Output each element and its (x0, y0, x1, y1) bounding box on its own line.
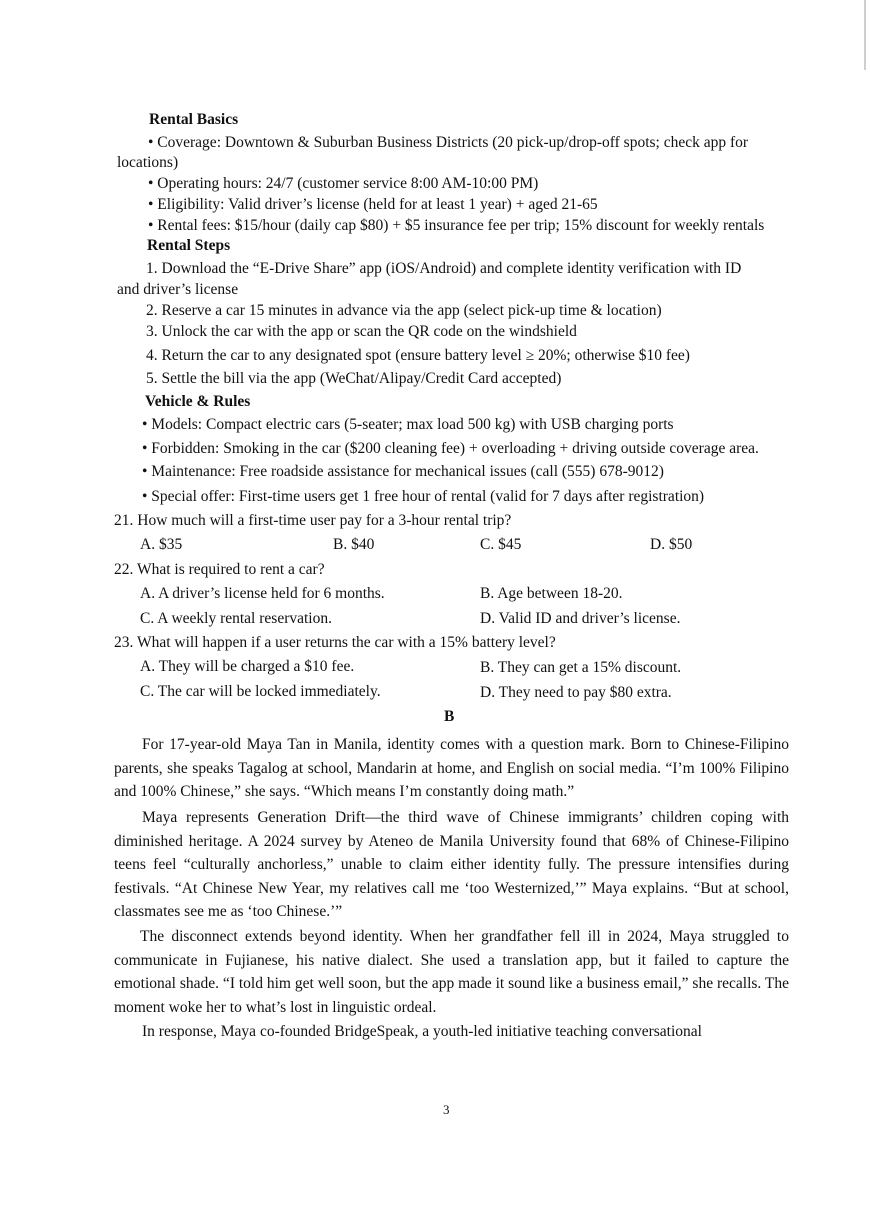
answer-option: A. A driver’s license held for 6 months. (140, 585, 385, 602)
vehicle-line: • Special offer: First-time users get 1 free hour of rental (valid for 7 days after registration) (142, 488, 705, 505)
answer-option: C. The car will be locked immediately. (140, 683, 381, 700)
question-stem: 21. How much will a first-time user pay for a 3-hour rental trip? (114, 512, 512, 529)
answer-option: D. Valid ID and driver’s license. (480, 610, 681, 627)
basics-line: • Rental fees: $15/hour (daily cap $80) + $5 insurance fee per trip; 15% discount for weekly rentals (148, 217, 765, 234)
step-line: 3. Unlock the car with the app or scan the QR code on the windshield (146, 323, 577, 340)
answer-option: C. A weekly rental reservation. (140, 610, 332, 627)
answer-option: B. $40 (333, 536, 375, 553)
section-b-label: B (444, 708, 455, 725)
answer-option: C. $45 (480, 536, 522, 553)
step-line: 4. Return the car to any designated spot (ensure battery level ≥ 20%; otherwise $10 fee) (146, 347, 690, 364)
rental-basics-heading: Rental Basics (149, 111, 239, 128)
vehicle-line: • Forbidden: Smoking in the car ($200 cleaning fee) + overloading + driving outside coverage area. (142, 440, 759, 457)
step-line: and driver’s license (117, 281, 239, 298)
basics-line: • Eligibility: Valid driver’s license (held for at least 1 year) + aged 21-65 (148, 196, 598, 213)
basics-line: • Coverage: Downtown & Suburban Business Districts (20 pick-up/drop-off spots; check app for (148, 134, 749, 151)
passage-paragraph: For 17-year-old Maya Tan in Manila, identity comes with a question mark. Born to Chinese-Filipino parents, she speaks Tagalog at school, Mandarin at home, and English on social media. “I’m 100% Filipino and 100% Chinese,” she says. “Which means I’m constantly doing math.” (114, 736, 789, 800)
answer-option: D. They need to pay $80 extra. (480, 684, 672, 701)
answer-option: A. $35 (140, 536, 183, 553)
vehicle-line: • Maintenance: Free roadside assistance for mechanical issues (call (555) 678-9012) (142, 463, 664, 480)
basics-line: • Operating hours: 24/7 (customer service 8:00 AM-10:00 PM) (148, 175, 539, 192)
answer-option: A. They will be charged a $10 fee. (140, 658, 355, 675)
passage-paragraph: Maya represents Generation Drift—the third wave of Chinese immigrants’ children coping with diminished heritage. A 2024 survey by Ateneo de Manila University found that 68% of Chinese-Filipino teens feel “culturally anchorless,” unable to claim either identity fully. The pressure intensifies during festivals. “At Chinese New Year, my relatives call me ‘too Westernized,’” Maya explains. “But at school, classmates see me as ‘too Chinese.’” (114, 809, 789, 920)
basics-line: locations) (117, 154, 179, 171)
rental-steps-heading: Rental Steps (147, 237, 231, 254)
step-line: 2. Reserve a car 15 minutes in advance via the app (select pick-up time & location) (146, 302, 662, 319)
question-stem: 22. What is required to rent a car? (114, 561, 325, 578)
answer-option: D. $50 (650, 536, 693, 553)
step-line: 1. Download the “E-Drive Share” app (iOS/Android) and complete identity verification with ID (146, 260, 742, 277)
page-number: 3 (443, 1102, 450, 1117)
answer-option: B. Age between 18-20. (480, 585, 623, 602)
answer-option: B. They can get a 15% discount. (480, 659, 682, 676)
question-stem: 23. What will happen if a user returns the car with a 15% battery level? (114, 634, 556, 651)
passage-paragraph: In response, Maya co-founded BridgeSpeak, a youth-led initiative teaching conversational (142, 1023, 702, 1040)
vehicle-line: • Models: Compact electric cars (5-seater; max load 500 kg) with USB charging ports (142, 416, 674, 433)
step-line: 5. Settle the bill via the app (WeChat/Alipay/Credit Card accepted) (146, 370, 562, 387)
vehicle-rules-heading: Vehicle & Rules (145, 393, 251, 410)
passage-paragraph: The disconnect extends beyond identity. When her grandfather fell ill in 2024, Maya struggled to communicate in Fujianese, his native dialect. She used a translation app, but it failed to capture the emotional shade. “I told him get well soon, but the app made it sound like a business email,” she recalls. The moment woke her to what’s lost in linguistic ordeal. (114, 928, 789, 1016)
scan-edge-mark (864, 0, 866, 70)
